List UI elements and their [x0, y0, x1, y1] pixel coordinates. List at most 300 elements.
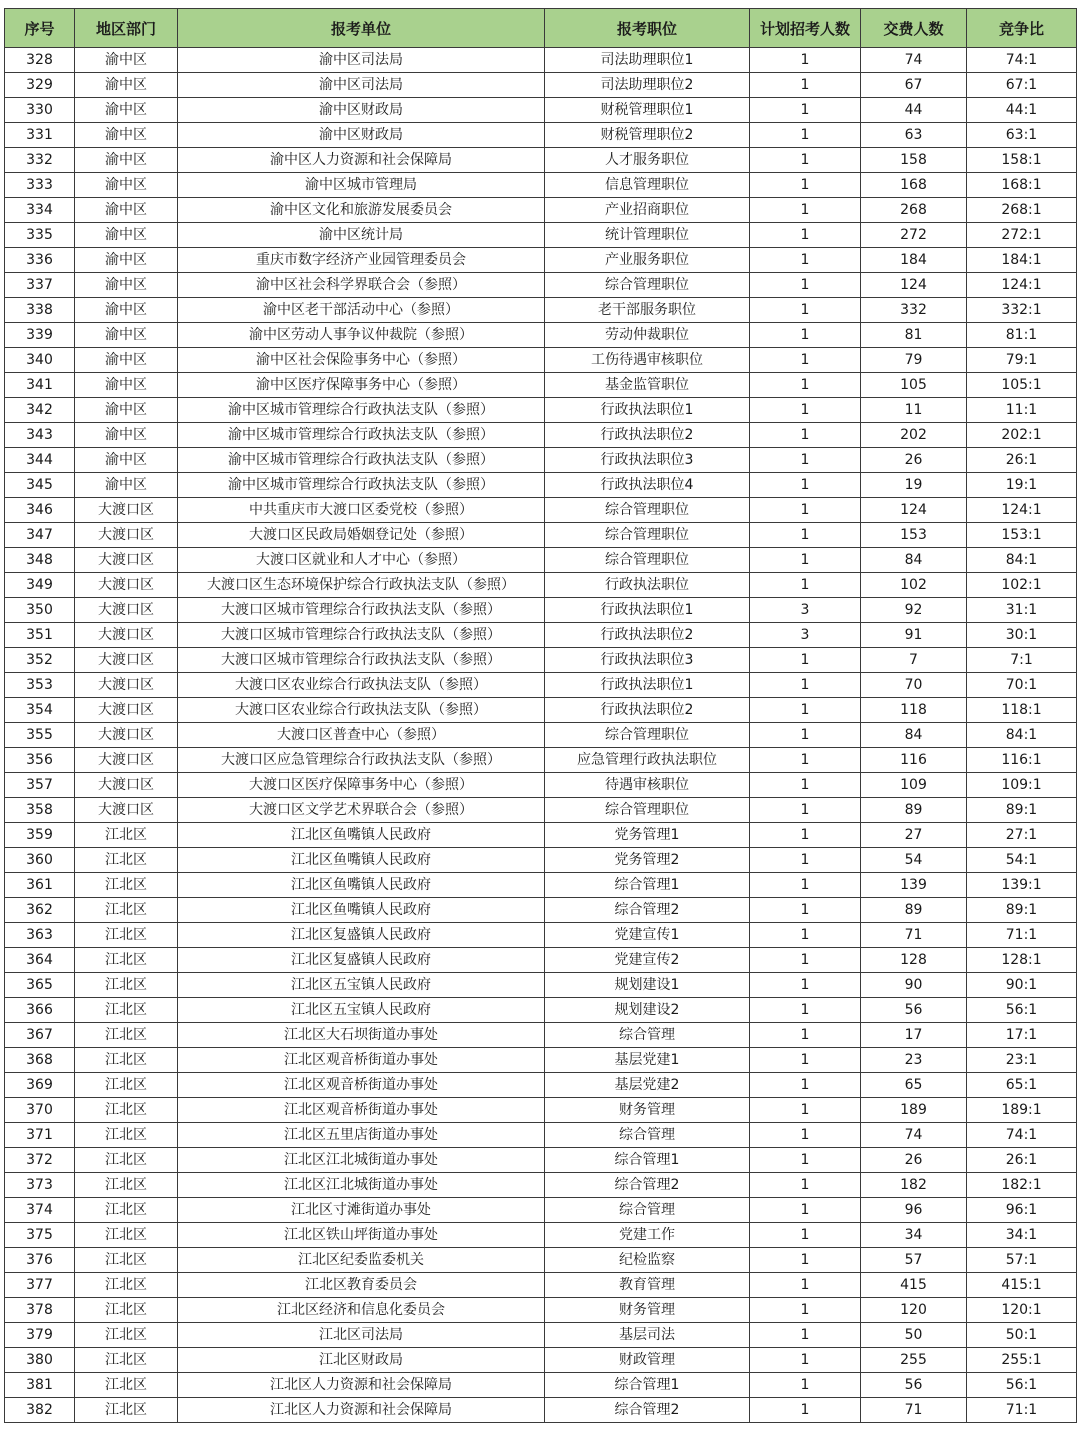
cell-ratio: 184:1	[967, 248, 1077, 273]
cell-region: 江北区	[75, 948, 178, 973]
table-row	[5, 1323, 1077, 1348]
cell-unit: 大渡口区就业和人才中心（参照）	[178, 548, 545, 573]
cell-paid: 102	[861, 573, 967, 598]
cell-ratio: 89:1	[967, 898, 1077, 923]
cell-ratio: 128:1	[967, 948, 1077, 973]
cell-ratio: 63:1	[967, 123, 1077, 148]
cell-unit: 大渡口区生态环境保护综合行政执法支队（参照）	[178, 573, 545, 598]
cell-unit: 渝中区城市管理综合行政执法支队（参照）	[178, 448, 545, 473]
cell-planned: 1	[750, 1248, 861, 1273]
cell-paid: 124	[861, 498, 967, 523]
cell-ratio: 30:1	[967, 623, 1077, 648]
cell-index: 351	[5, 623, 75, 648]
cell-unit: 渝中区司法局	[178, 48, 545, 73]
cell-index: 350	[5, 598, 75, 623]
cell-region: 江北区	[75, 873, 178, 898]
cell-planned: 1	[750, 798, 861, 823]
cell-paid: 23	[861, 1048, 967, 1073]
cell-region: 江北区	[75, 1348, 178, 1373]
cell-planned: 1	[750, 1148, 861, 1173]
cell-unit: 江北区经济和信息化委员会	[178, 1298, 545, 1323]
cell-unit: 江北区大石坝街道办事处	[178, 1023, 545, 1048]
table-row	[5, 448, 1077, 473]
table-row	[5, 773, 1077, 798]
table-row	[5, 1223, 1077, 1248]
cell-ratio: 255:1	[967, 1348, 1077, 1373]
table-row	[5, 273, 1077, 298]
cell-paid: 81	[861, 323, 967, 348]
cell-ratio: 202:1	[967, 423, 1077, 448]
cell-ratio: 54:1	[967, 848, 1077, 873]
table-row	[5, 323, 1077, 348]
table-row	[5, 1048, 1077, 1073]
cell-region: 江北区	[75, 1198, 178, 1223]
cell-position: 行政执法职位	[545, 573, 750, 598]
cell-paid: 74	[861, 1123, 967, 1148]
cell-planned: 1	[750, 1173, 861, 1198]
cell-position: 综合管理2	[545, 898, 750, 923]
cell-position: 综合管理2	[545, 1173, 750, 1198]
cell-region: 渝中区	[75, 73, 178, 98]
cell-region: 渝中区	[75, 48, 178, 73]
cell-unit: 江北区铁山坪街道办事处	[178, 1223, 545, 1248]
cell-region: 江北区	[75, 1098, 178, 1123]
table-row	[5, 398, 1077, 423]
cell-ratio: 57:1	[967, 1248, 1077, 1273]
cell-paid: 158	[861, 148, 967, 173]
cell-index: 330	[5, 98, 75, 123]
cell-index: 357	[5, 773, 75, 798]
cell-index: 337	[5, 273, 75, 298]
cell-position: 基层党建2	[545, 1073, 750, 1098]
table-row	[5, 548, 1077, 573]
cell-planned: 1	[750, 198, 861, 223]
cell-index: 342	[5, 398, 75, 423]
cell-paid: 91	[861, 623, 967, 648]
cell-ratio: 23:1	[967, 1048, 1077, 1073]
cell-region: 渝中区	[75, 173, 178, 198]
cell-position: 纪检监察	[545, 1248, 750, 1273]
cell-ratio: 84:1	[967, 723, 1077, 748]
table-row	[5, 373, 1077, 398]
cell-region: 大渡口区	[75, 748, 178, 773]
cell-planned: 1	[750, 1198, 861, 1223]
cell-unit: 江北区复盛镇人民政府	[178, 948, 545, 973]
cell-planned: 1	[750, 323, 861, 348]
table-row	[5, 423, 1077, 448]
cell-index: 329	[5, 73, 75, 98]
cell-index: 328	[5, 48, 75, 73]
cell-unit: 渝中区社会保险事务中心（参照）	[178, 348, 545, 373]
cell-paid: 71	[861, 923, 967, 948]
cell-index: 336	[5, 248, 75, 273]
cell-ratio: 102:1	[967, 573, 1077, 598]
cell-unit: 江北区观音桥街道办事处	[178, 1048, 545, 1073]
table-row	[5, 198, 1077, 223]
cell-position: 综合管理职位	[545, 273, 750, 298]
table-row	[5, 1248, 1077, 1273]
cell-ratio: 11:1	[967, 398, 1077, 423]
cell-planned: 1	[750, 773, 861, 798]
cell-unit: 大渡口区城市管理综合行政执法支队（参照）	[178, 648, 545, 673]
table-row	[5, 248, 1077, 273]
cell-paid: 34	[861, 1223, 967, 1248]
cell-region: 渝中区	[75, 248, 178, 273]
cell-position: 基金监管职位	[545, 373, 750, 398]
cell-region: 大渡口区	[75, 523, 178, 548]
cell-planned: 1	[750, 248, 861, 273]
cell-paid: 7	[861, 648, 967, 673]
cell-paid: 19	[861, 473, 967, 498]
cell-planned: 1	[750, 948, 861, 973]
cell-planned: 1	[750, 373, 861, 398]
cell-ratio: 332:1	[967, 298, 1077, 323]
cell-planned: 1	[750, 1073, 861, 1098]
table-row	[5, 1123, 1077, 1148]
cell-ratio: 71:1	[967, 1398, 1077, 1423]
cell-ratio: 19:1	[967, 473, 1077, 498]
cell-index: 370	[5, 1098, 75, 1123]
cell-planned: 1	[750, 748, 861, 773]
cell-index: 374	[5, 1198, 75, 1223]
cell-planned: 1	[750, 698, 861, 723]
cell-region: 江北区	[75, 1148, 178, 1173]
table-row	[5, 123, 1077, 148]
cell-position: 财政管理	[545, 1348, 750, 1373]
cell-unit: 江北区财政局	[178, 1348, 545, 1373]
table-row	[5, 98, 1077, 123]
cell-unit: 江北区教育委员会	[178, 1273, 545, 1298]
cell-paid: 56	[861, 1373, 967, 1398]
cell-ratio: 70:1	[967, 673, 1077, 698]
cell-ratio: 81:1	[967, 323, 1077, 348]
table-row	[5, 1398, 1077, 1423]
table-row	[5, 173, 1077, 198]
cell-index: 338	[5, 298, 75, 323]
table-row	[5, 873, 1077, 898]
cell-unit: 江北区观音桥街道办事处	[178, 1098, 545, 1123]
cell-region: 江北区	[75, 973, 178, 998]
cell-unit: 渝中区统计局	[178, 223, 545, 248]
cell-index: 373	[5, 1173, 75, 1198]
cell-index: 366	[5, 998, 75, 1023]
cell-unit: 大渡口区农业综合行政执法支队（参照）	[178, 673, 545, 698]
cell-region: 渝中区	[75, 273, 178, 298]
cell-position: 综合管理职位	[545, 523, 750, 548]
cell-region: 江北区	[75, 1248, 178, 1273]
table-row	[5, 1348, 1077, 1373]
cell-index: 371	[5, 1123, 75, 1148]
cell-index: 375	[5, 1223, 75, 1248]
cell-position: 综合管理职位	[545, 798, 750, 823]
cell-position: 基层司法	[545, 1323, 750, 1348]
cell-planned: 1	[750, 398, 861, 423]
cell-planned: 1	[750, 1398, 861, 1423]
cell-index: 382	[5, 1398, 75, 1423]
cell-paid: 11	[861, 398, 967, 423]
cell-region: 渝中区	[75, 423, 178, 448]
cell-planned: 1	[750, 1123, 861, 1148]
cell-index: 348	[5, 548, 75, 573]
cell-unit: 大渡口区城市管理综合行政执法支队（参照）	[178, 623, 545, 648]
cell-paid: 124	[861, 273, 967, 298]
cell-ratio: 139:1	[967, 873, 1077, 898]
cell-position: 规划建设1	[545, 973, 750, 998]
cell-ratio: 182:1	[967, 1173, 1077, 1198]
cell-paid: 54	[861, 848, 967, 873]
cell-position: 老干部服务职位	[545, 298, 750, 323]
cell-index: 363	[5, 923, 75, 948]
cell-position: 工伤待遇审核职位	[545, 348, 750, 373]
cell-ratio: 415:1	[967, 1273, 1077, 1298]
cell-region: 大渡口区	[75, 723, 178, 748]
cell-position: 综合管理1	[545, 1373, 750, 1398]
cell-paid: 189	[861, 1098, 967, 1123]
cell-index: 368	[5, 1048, 75, 1073]
cell-region: 渝中区	[75, 98, 178, 123]
cell-planned: 1	[750, 98, 861, 123]
col-header-paid: 交费人数	[861, 9, 967, 48]
cell-ratio: 71:1	[967, 923, 1077, 948]
cell-planned: 1	[750, 1373, 861, 1398]
cell-paid: 57	[861, 1248, 967, 1273]
cell-planned: 1	[750, 873, 861, 898]
cell-index: 347	[5, 523, 75, 548]
cell-index: 331	[5, 123, 75, 148]
cell-paid: 118	[861, 698, 967, 723]
table-row	[5, 298, 1077, 323]
cell-ratio: 189:1	[967, 1098, 1077, 1123]
cell-position: 财务管理	[545, 1098, 750, 1123]
cell-index: 352	[5, 648, 75, 673]
col-header-unit: 报考单位	[178, 9, 545, 48]
cell-position: 规划建设2	[545, 998, 750, 1023]
cell-planned: 1	[750, 1348, 861, 1373]
cell-index: 365	[5, 973, 75, 998]
col-header-position: 报考职位	[545, 9, 750, 48]
cell-planned: 1	[750, 498, 861, 523]
cell-paid: 153	[861, 523, 967, 548]
cell-paid: 71	[861, 1398, 967, 1423]
cell-index: 332	[5, 148, 75, 173]
cell-region: 江北区	[75, 898, 178, 923]
cell-unit: 大渡口区农业综合行政执法支队（参照）	[178, 698, 545, 723]
cell-index: 372	[5, 1148, 75, 1173]
cell-unit: 渝中区城市管理综合行政执法支队（参照）	[178, 473, 545, 498]
cell-index: 380	[5, 1348, 75, 1373]
cell-unit: 江北区司法局	[178, 1323, 545, 1348]
cell-position: 劳动仲裁职位	[545, 323, 750, 348]
cell-paid: 272	[861, 223, 967, 248]
cell-region: 渝中区	[75, 348, 178, 373]
cell-position: 行政执法职位2	[545, 423, 750, 448]
cell-unit: 江北区复盛镇人民政府	[178, 923, 545, 948]
table-row	[5, 598, 1077, 623]
cell-ratio: 67:1	[967, 73, 1077, 98]
cell-planned: 1	[750, 1098, 861, 1123]
cell-position: 统计管理职位	[545, 223, 750, 248]
table-row	[5, 848, 1077, 873]
cell-position: 财税管理职位1	[545, 98, 750, 123]
cell-unit: 渝中区财政局	[178, 123, 545, 148]
cell-position: 行政执法职位3	[545, 448, 750, 473]
cell-position: 行政执法职位1	[545, 598, 750, 623]
cell-ratio: 79:1	[967, 348, 1077, 373]
cell-paid: 90	[861, 973, 967, 998]
cell-region: 江北区	[75, 848, 178, 873]
cell-planned: 1	[750, 648, 861, 673]
cell-position: 待遇审核职位	[545, 773, 750, 798]
cell-planned: 1	[750, 673, 861, 698]
cell-unit: 大渡口区城市管理综合行政执法支队（参照）	[178, 598, 545, 623]
table-row	[5, 648, 1077, 673]
cell-planned: 1	[750, 223, 861, 248]
table-row	[5, 498, 1077, 523]
cell-position: 行政执法职位3	[545, 648, 750, 673]
cell-paid: 44	[861, 98, 967, 123]
cell-unit: 大渡口区医疗保障事务中心（参照）	[178, 773, 545, 798]
cell-ratio: 96:1	[967, 1198, 1077, 1223]
cell-unit: 江北区五宝镇人民政府	[178, 973, 545, 998]
table-row	[5, 1098, 1077, 1123]
cell-index: 354	[5, 698, 75, 723]
cell-planned: 1	[750, 1323, 861, 1348]
cell-unit: 渝中区财政局	[178, 98, 545, 123]
cell-position: 综合管理职位	[545, 723, 750, 748]
cell-region: 大渡口区	[75, 698, 178, 723]
table-row	[5, 1023, 1077, 1048]
cell-planned: 1	[750, 923, 861, 948]
cell-region: 江北区	[75, 1223, 178, 1248]
cell-unit: 渝中区劳动人事争议仲裁院（参照）	[178, 323, 545, 348]
cell-paid: 70	[861, 673, 967, 698]
cell-unit: 江北区江北城街道办事处	[178, 1173, 545, 1198]
cell-unit: 渝中区医疗保障事务中心（参照）	[178, 373, 545, 398]
cell-paid: 89	[861, 898, 967, 923]
cell-position: 党务管理2	[545, 848, 750, 873]
cell-unit: 渝中区老干部活动中心（参照）	[178, 298, 545, 323]
table-row	[5, 973, 1077, 998]
cell-planned: 1	[750, 523, 861, 548]
cell-position: 综合管理2	[545, 1398, 750, 1423]
cell-position: 司法助理职位2	[545, 73, 750, 98]
cell-unit: 江北区鱼嘴镇人民政府	[178, 898, 545, 923]
cell-unit: 江北区鱼嘴镇人民政府	[178, 823, 545, 848]
cell-index: 339	[5, 323, 75, 348]
cell-planned: 1	[750, 998, 861, 1023]
cell-ratio: 118:1	[967, 698, 1077, 723]
cell-index: 340	[5, 348, 75, 373]
cell-position: 人才服务职位	[545, 148, 750, 173]
cell-region: 渝中区	[75, 323, 178, 348]
cell-index: 355	[5, 723, 75, 748]
cell-unit: 渝中区文化和旅游发展委员会	[178, 198, 545, 223]
cell-paid: 26	[861, 1148, 967, 1173]
cell-index: 376	[5, 1248, 75, 1273]
cell-index: 346	[5, 498, 75, 523]
cell-index: 349	[5, 573, 75, 598]
cell-ratio: 65:1	[967, 1073, 1077, 1098]
cell-index: 377	[5, 1273, 75, 1298]
cell-index: 360	[5, 848, 75, 873]
cell-unit: 大渡口区普查中心（参照）	[178, 723, 545, 748]
cell-ratio: 34:1	[967, 1223, 1077, 1248]
cell-ratio: 27:1	[967, 823, 1077, 848]
cell-paid: 92	[861, 598, 967, 623]
cell-region: 渝中区	[75, 148, 178, 173]
cell-unit: 江北区寸滩街道办事处	[178, 1198, 545, 1223]
cell-unit: 大渡口区文学艺术界联合会（参照）	[178, 798, 545, 823]
cell-position: 基层党建1	[545, 1048, 750, 1073]
table-row	[5, 623, 1077, 648]
table-row	[5, 673, 1077, 698]
cell-unit: 渝中区城市管理综合行政执法支队（参照）	[178, 423, 545, 448]
col-header-region: 地区部门	[75, 9, 178, 48]
cell-paid: 255	[861, 1348, 967, 1373]
cell-region: 渝中区	[75, 198, 178, 223]
cell-region: 江北区	[75, 1298, 178, 1323]
cell-index: 379	[5, 1323, 75, 1348]
cell-index: 367	[5, 1023, 75, 1048]
cell-planned: 1	[750, 823, 861, 848]
cell-paid: 120	[861, 1298, 967, 1323]
cell-unit: 重庆市数字经济产业园管理委员会	[178, 248, 545, 273]
cell-paid: 84	[861, 723, 967, 748]
cell-unit: 江北区观音桥街道办事处	[178, 1073, 545, 1098]
cell-index: 378	[5, 1298, 75, 1323]
table-row	[5, 523, 1077, 548]
cell-position: 信息管理职位	[545, 173, 750, 198]
cell-region: 江北区	[75, 1398, 178, 1423]
header-row	[5, 9, 1077, 48]
table-row	[5, 798, 1077, 823]
cell-region: 大渡口区	[75, 648, 178, 673]
cell-ratio: 31:1	[967, 598, 1077, 623]
cell-position: 综合管理1	[545, 1148, 750, 1173]
cell-region: 江北区	[75, 1023, 178, 1048]
cell-planned: 3	[750, 623, 861, 648]
cell-paid: 65	[861, 1073, 967, 1098]
cell-paid: 74	[861, 48, 967, 73]
cell-planned: 1	[750, 298, 861, 323]
cell-unit: 江北区五宝镇人民政府	[178, 998, 545, 1023]
cell-region: 大渡口区	[75, 598, 178, 623]
cell-ratio: 74:1	[967, 1123, 1077, 1148]
table-row	[5, 348, 1077, 373]
cell-ratio: 168:1	[967, 173, 1077, 198]
cell-position: 财务管理	[545, 1298, 750, 1323]
cell-position: 教育管理	[545, 1273, 750, 1298]
cell-planned: 1	[750, 448, 861, 473]
cell-planned: 1	[750, 548, 861, 573]
table-row	[5, 748, 1077, 773]
cell-region: 江北区	[75, 1323, 178, 1348]
table-row	[5, 148, 1077, 173]
table-row	[5, 573, 1077, 598]
cell-planned: 1	[750, 73, 861, 98]
cell-planned: 1	[750, 573, 861, 598]
col-header-planned: 计划招考人数	[750, 9, 861, 48]
cell-index: 341	[5, 373, 75, 398]
cell-unit: 渝中区司法局	[178, 73, 545, 98]
cell-paid: 27	[861, 823, 967, 848]
cell-region: 江北区	[75, 823, 178, 848]
cell-unit: 江北区纪委监委机关	[178, 1248, 545, 1273]
cell-paid: 26	[861, 448, 967, 473]
cell-ratio: 109:1	[967, 773, 1077, 798]
cell-index: 364	[5, 948, 75, 973]
cell-index: 344	[5, 448, 75, 473]
